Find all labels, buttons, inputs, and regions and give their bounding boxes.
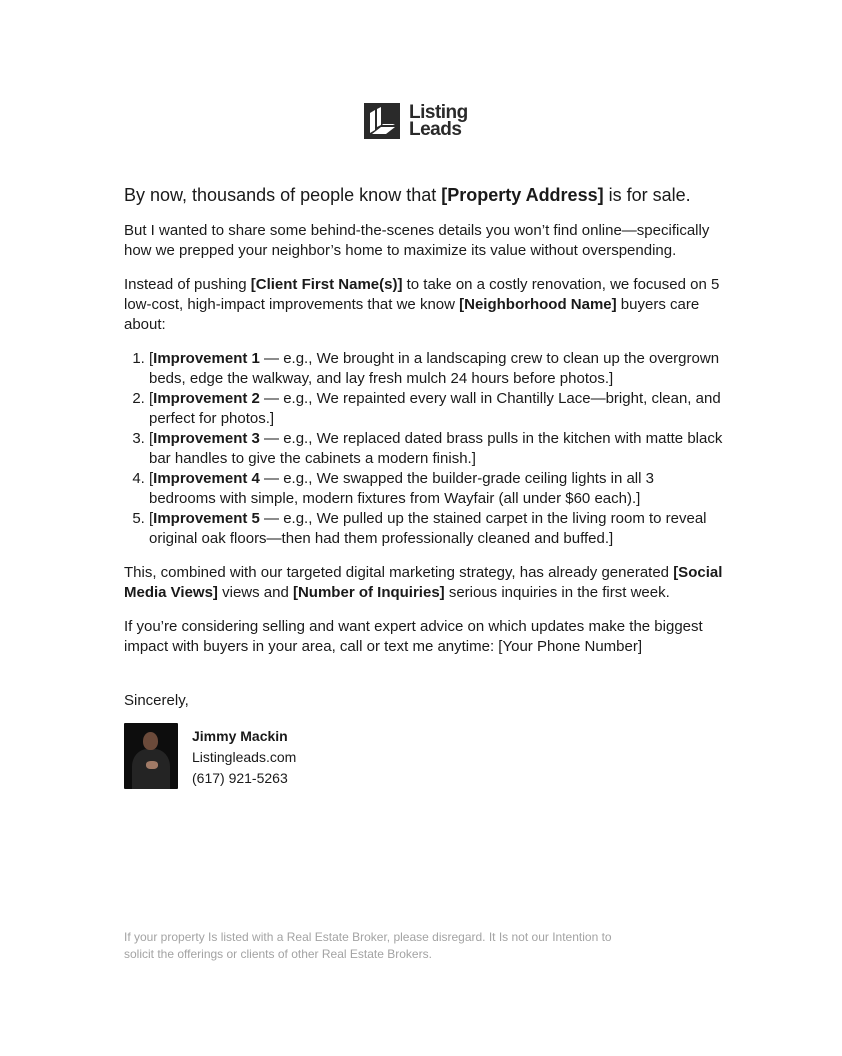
signature-block	[124, 723, 724, 789]
agent-website[interactable]: Listingleads.com	[192, 749, 297, 765]
improvement-title: Improvement 2	[153, 390, 260, 407]
logo	[364, 103, 468, 139]
improvement-text: — e.g., We swapped the builder-grade ceiling lights in all 3 bedrooms with simple, modern fixtures from Wayfair (all under $60 each).]	[149, 470, 654, 507]
neighborhood-placeholder: [Neighborhood Name]	[459, 296, 617, 313]
list-item	[149, 429, 724, 469]
improvement-text: — e.g., We repainted every wall in Chantilly Lace—bright, clean, and perfect for photos.]	[149, 390, 721, 427]
text: views and	[217, 584, 293, 601]
logo-line-1: Listing	[409, 102, 468, 123]
text: to take on a costly renovation, we focused on 5 low-cost, high-impact improvements that we know	[124, 276, 720, 313]
bracket: [	[149, 430, 154, 447]
improvements-intro-paragraph	[124, 275, 724, 335]
text: This, combined with our targeted digital marketing strategy, has already generated	[124, 564, 674, 581]
signoff: Sincerely,	[124, 692, 189, 709]
list-item	[149, 349, 724, 389]
logo-wordmark	[409, 104, 468, 138]
list-item	[149, 389, 724, 429]
call-to-action-paragraph: If you’re considering selling and want expert advice on which updates make the biggest impact with buyers in your area, call or text me anytime: [Your Phone Number]	[124, 618, 703, 655]
results-paragraph	[124, 563, 724, 603]
list-item	[149, 469, 724, 509]
social-views-placeholder: [Social Media Views]	[124, 564, 723, 601]
bracket: [	[149, 350, 154, 367]
listing-leads-logo-icon	[364, 103, 400, 139]
text: Instead of pushing	[124, 276, 251, 293]
bracket: [	[149, 510, 154, 527]
improvement-title: Improvement 4	[153, 470, 260, 487]
disclaimer: If your property Is listed with a Real Estate Broker, please disregard. It Is not our Intention to solicit the offerings or clients of other Real Estate Brokers.	[124, 930, 612, 961]
text: serious inquiries in the first week.	[444, 584, 670, 601]
improvement-title: Improvement 5	[153, 510, 260, 527]
logo-line-2: Leads	[409, 119, 462, 140]
inquiries-placeholder: [Number of Inquiries]	[292, 584, 445, 601]
bracket: [	[149, 390, 154, 407]
letter-body	[124, 183, 724, 789]
agent-photo	[124, 723, 178, 789]
lead-text-end: is for sale.	[603, 185, 691, 205]
improvement-text: — e.g., We replaced dated brass pulls in the kitchen with matte black bar handles to give the cabinets a modern finish.]	[149, 430, 723, 467]
client-name-placeholder: [Client First Name(s)]	[250, 276, 403, 293]
text: buyers care about:	[124, 296, 700, 333]
improvement-text: — e.g., We brought in a landscaping crew to clean up the overgrown beds, edge the walkway, and lay fresh mulch 24 hours before photos.]	[149, 350, 720, 387]
property-address-placeholder: [Property Address]	[441, 185, 604, 205]
list-item	[149, 509, 724, 549]
signature-info	[192, 726, 296, 789]
agent-name: Jimmy Mackin	[192, 728, 288, 744]
improvement-title: Improvement 1	[153, 350, 260, 367]
lead-text: By now, thousands of people know that	[124, 185, 442, 205]
improvement-title: Improvement 3	[153, 430, 260, 447]
bracket: [	[149, 470, 154, 487]
agent-phone: (617) 921-5263	[192, 770, 288, 786]
improvement-text: — e.g., We pulled up the stained carpet in the living room to reveal original oak floors—then had them professionally cleaned and buffed.]	[149, 510, 707, 547]
lead-sentence	[124, 183, 724, 207]
improvements-list	[124, 349, 724, 549]
intro-paragraph: But I wanted to share some behind-the-scenes details you won’t find online—specifically how we prepped your neighbor’s home to maximize its value without overspending.	[124, 222, 710, 259]
